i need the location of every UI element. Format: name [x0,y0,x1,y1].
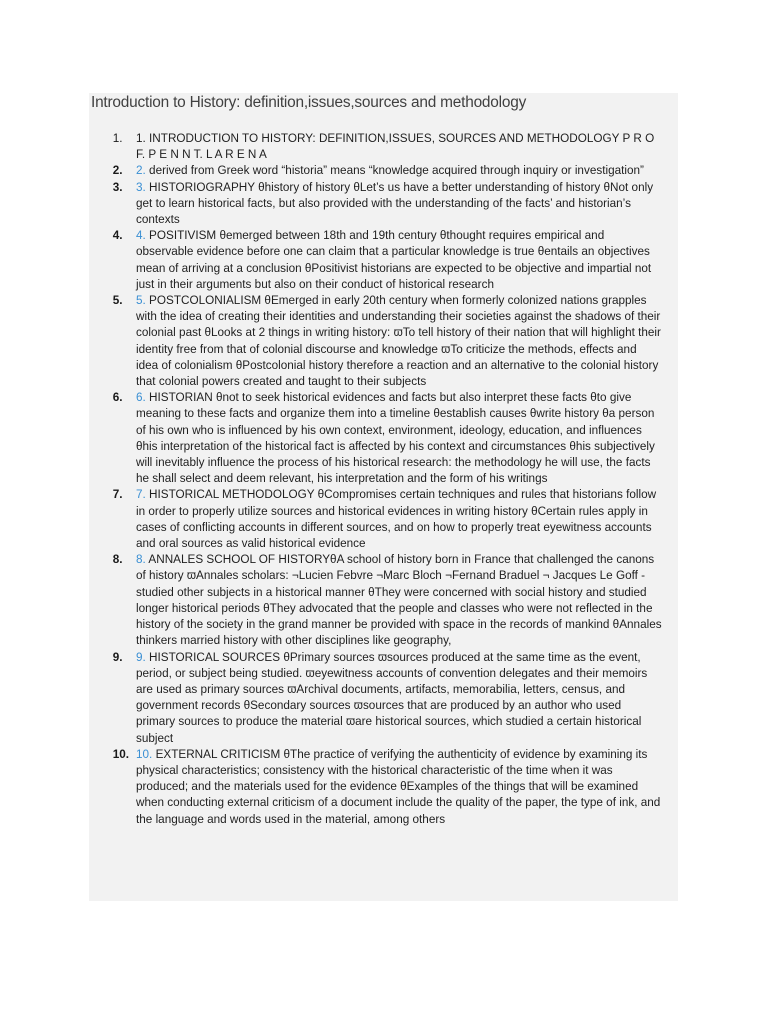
document-title: Introduction to History: definition,issues,sources and methodology [91,94,527,111]
list-item [4,746,662,827]
item-number: 4. [112,228,123,243]
item-text: EXTERNAL CRITICISM θThe practice of verifying the authenticity of evidence by examining its physical characteristics; consistency with the historical characteristic of the time when it was produced; and the materials used for the evidence θExamples of the things that will be examined when conducting external criticism of a document include the quality of the paper, the type of ink, and the language and words used in the material, among others [136,746,661,826]
item-number: 8. [112,552,123,567]
item-number: 9. [112,649,123,664]
item-link[interactable]: 2. [136,163,146,178]
item-link[interactable]: 8. [136,552,146,567]
item-text: POSTCOLONIALISM θEmerged in early 20th century when formerly colonized nations grapples with the idea of creating their identities and understanding their societies against the shadows of their colonial past θLooks at 2 things in writing history: ϖTo tell history of their nation that will highlight their identity free from that of colonial discourse and knowledge ϖTo criticize the methods, effects and idea of colonialism θPostcolonial history therefore a reaction and an alternative to the colonial history that colonial powers created and taught to their subjects [136,293,661,389]
item-text: ANNALES SCHOOL OF HISTORYθA school of history born in France that challenged the canons of history ϖAnnales scholars: ¬Lucien Febvre ¬Marc Bloch ¬Fernand Braduel ¬ Jacques Le Goff -studied other subjects in a historical manner θThey were concerned with social history and studied longer historical periods θThey advocated that the people and classes who were not reflected in the history of the society in the grand manner be provided with space in the records of mankind θAnnales thinkers married history with other disciplines like geography, [136,552,662,648]
item-number: 1. [112,131,123,145]
list-item [4,551,662,648]
item-text: 1. INTRODUCTION TO HISTORY: DEFINITION,ISSUES, SOURCES AND METHODOLOGY P R O F. P E N N T. L A R E N A [136,131,655,162]
list-item [4,179,662,228]
item-link[interactable]: 7. [136,487,146,502]
item-link[interactable]: 10. [136,746,153,761]
list-item [4,389,662,486]
item-text: HISTORICAL METHODOLOGY θCompromises certain techniques and rules that historians follow in order to properly utilize sources and historical evidences in writing history θCertain rules apply in cases of conflicting accounts in different sources, and on how to properly treat eyewitness accounts and oral sources as valid historical evidence [136,487,657,551]
item-text: HISTORIAN θnot to seek historical evidences and facts but also interpret these facts θto give meaning to these facts and organize them into a timeline θestablish causes θwrite history θa person of his own who is influenced by his own context, environment, ideology, education, and influences θhis interpretation of the historical fact is affected by his context and circumstances θhis subjectively will inevitably influence the process of his historical research: the methodology he will use, the facts he shall select and deem relevant, his interpretation and the form of his writings [136,390,655,486]
slide-list [0,130,768,827]
list-item [4,162,662,178]
item-text: HISTORICAL SOURCES θPrimary sources ϖsources produced at the same time as the event, period, or subject being studied. ϖeyewitness accounts of convention delegates and their memoirs are used as primary sources ϖArchival documents, artifacts, memorabilia, letters, census, and government records θSecondary sources ϖsources that are produced by an author who used primary sources to produce the material ϖare historical sources, which studied a certain historical subject [136,649,648,745]
item-number: 6. [112,390,123,405]
item-number: 5. [112,293,123,308]
item-number: 7. [112,487,123,502]
item-text: derived from Greek word “historia” means “knowledge acquired through inquiry or investigation” [145,163,644,178]
item-text: HISTORIOGRAPHY θhistory of history θLet’s us have a better understanding of history θNot only get to learn historical facts, but also provided with the understanding of the facts’ and historian’s contexts [136,179,654,227]
item-link[interactable]: 3. [136,179,146,194]
item-number: 3. [112,179,123,194]
item-number: 2. [112,163,123,178]
item-number: 10. [112,746,130,761]
item-link[interactable]: 9. [136,649,146,664]
list-item [4,130,662,162]
item-link[interactable]: 6. [136,390,146,405]
list-item [4,292,662,389]
list-item [4,486,662,551]
list-item [4,649,662,746]
item-link[interactable]: 4. [136,228,146,243]
list-item [4,227,662,292]
item-text: POSITIVISM θemerged between 18th and 19th century θthought requires empirical and observable evidence before one can claim that a particular knowledge is true θentails an objectives mean of arriving at a conclusion θPositivist historians are expected to be objective and impartial not just in their arguments but also on their conduct of historical research [136,228,652,291]
item-link[interactable]: 5. [136,293,146,308]
